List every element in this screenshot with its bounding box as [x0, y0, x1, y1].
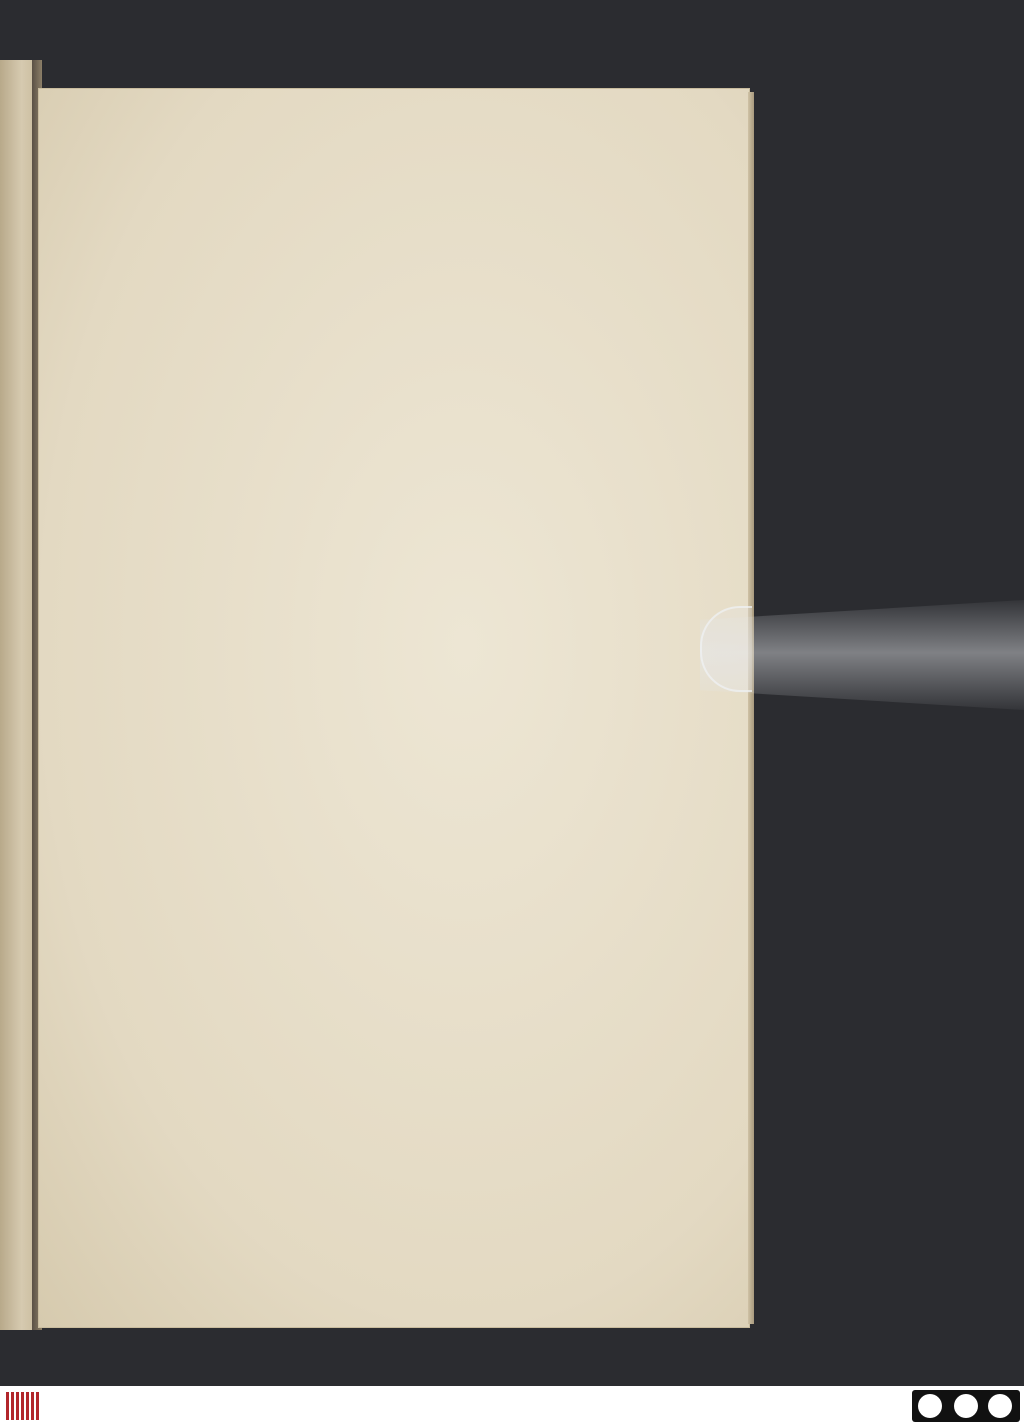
running-head	[38, 132, 750, 164]
page-footer-line	[38, 1216, 750, 1250]
by-icon	[954, 1394, 978, 1418]
book-page	[38, 88, 750, 1328]
hab-logo-icon	[6, 1392, 40, 1420]
page-edge	[748, 92, 754, 1324]
section-heading	[124, 642, 644, 682]
left-page-edge	[0, 60, 36, 1330]
sa-icon	[988, 1394, 1012, 1418]
cc-icon	[918, 1394, 942, 1418]
cc-license-badge[interactable]	[912, 1390, 1020, 1422]
footer-bar	[0, 1386, 1024, 1426]
